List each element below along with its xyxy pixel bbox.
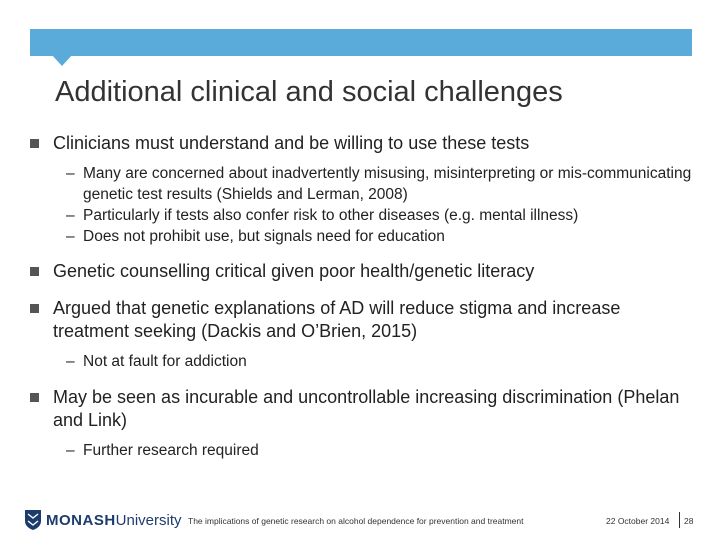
slide-body <box>30 132 700 461</box>
shield-icon <box>24 509 42 531</box>
bullet-text: Argued that genetic explanations of AD will reduce stigma and increase treatment seeking (Dackis and O’Brien, 2015) <box>53 298 621 341</box>
footer-divider <box>679 512 680 528</box>
logo-text-university: University <box>115 511 182 529</box>
sub-bullet-item <box>30 440 700 461</box>
square-bullet-icon <box>30 139 39 148</box>
sub-bullet-text: Does not prohibit use, but signals need for education <box>83 228 445 245</box>
bullet-item <box>30 386 700 432</box>
sub-bullet-text: Particularly if tests also confer risk to other diseases (e.g. mental illness) <box>83 207 579 224</box>
bullet-text: May be seen as incurable and uncontrollable increasing discrimination (Phelan and Link) <box>53 387 680 430</box>
square-bullet-icon <box>30 267 39 276</box>
footer-date: 22 October 2014 <box>606 516 670 526</box>
sub-bullet-list <box>30 440 700 461</box>
footer-presentation-title: The implications of genetic research on alcohol dependence for prevention and treatment <box>188 516 524 526</box>
dash-icon: – <box>66 353 75 370</box>
monash-logo <box>24 508 182 532</box>
sub-bullet-item <box>30 205 700 226</box>
bullet-item <box>30 260 700 283</box>
header-accent-notch <box>51 54 73 66</box>
slide-title: Additional clinical and social challenges <box>55 76 563 108</box>
sub-bullet-list <box>30 351 700 372</box>
square-bullet-icon <box>30 393 39 402</box>
dash-icon: – <box>66 207 75 224</box>
header-accent-bar <box>30 29 692 56</box>
bullet-text: Clinicians must understand and be willing to use these tests <box>53 133 530 153</box>
sub-bullet-text: Not at fault for addiction <box>83 353 247 370</box>
bullet-text: Genetic counselling critical given poor health/genetic literacy <box>53 261 535 281</box>
sub-bullet-item <box>30 226 700 247</box>
sub-bullet-item <box>30 351 700 372</box>
sub-bullet-item <box>30 163 700 205</box>
logo-text-monash: MONASH <box>46 511 116 529</box>
bullet-item <box>30 132 700 155</box>
dash-icon: – <box>66 442 75 459</box>
bullet-item <box>30 297 700 343</box>
square-bullet-icon <box>30 304 39 313</box>
sub-bullet-text: Further research required <box>83 442 259 459</box>
page-number: 28 <box>684 516 694 526</box>
sub-bullet-list <box>30 163 700 247</box>
sub-bullet-text: Many are concerned about inadvertently misusing, misinterpreting or mis-communicating genetic test results (Shields and Lerman, 2008) <box>83 165 692 203</box>
dash-icon: – <box>66 165 75 182</box>
dash-icon: – <box>66 228 75 245</box>
